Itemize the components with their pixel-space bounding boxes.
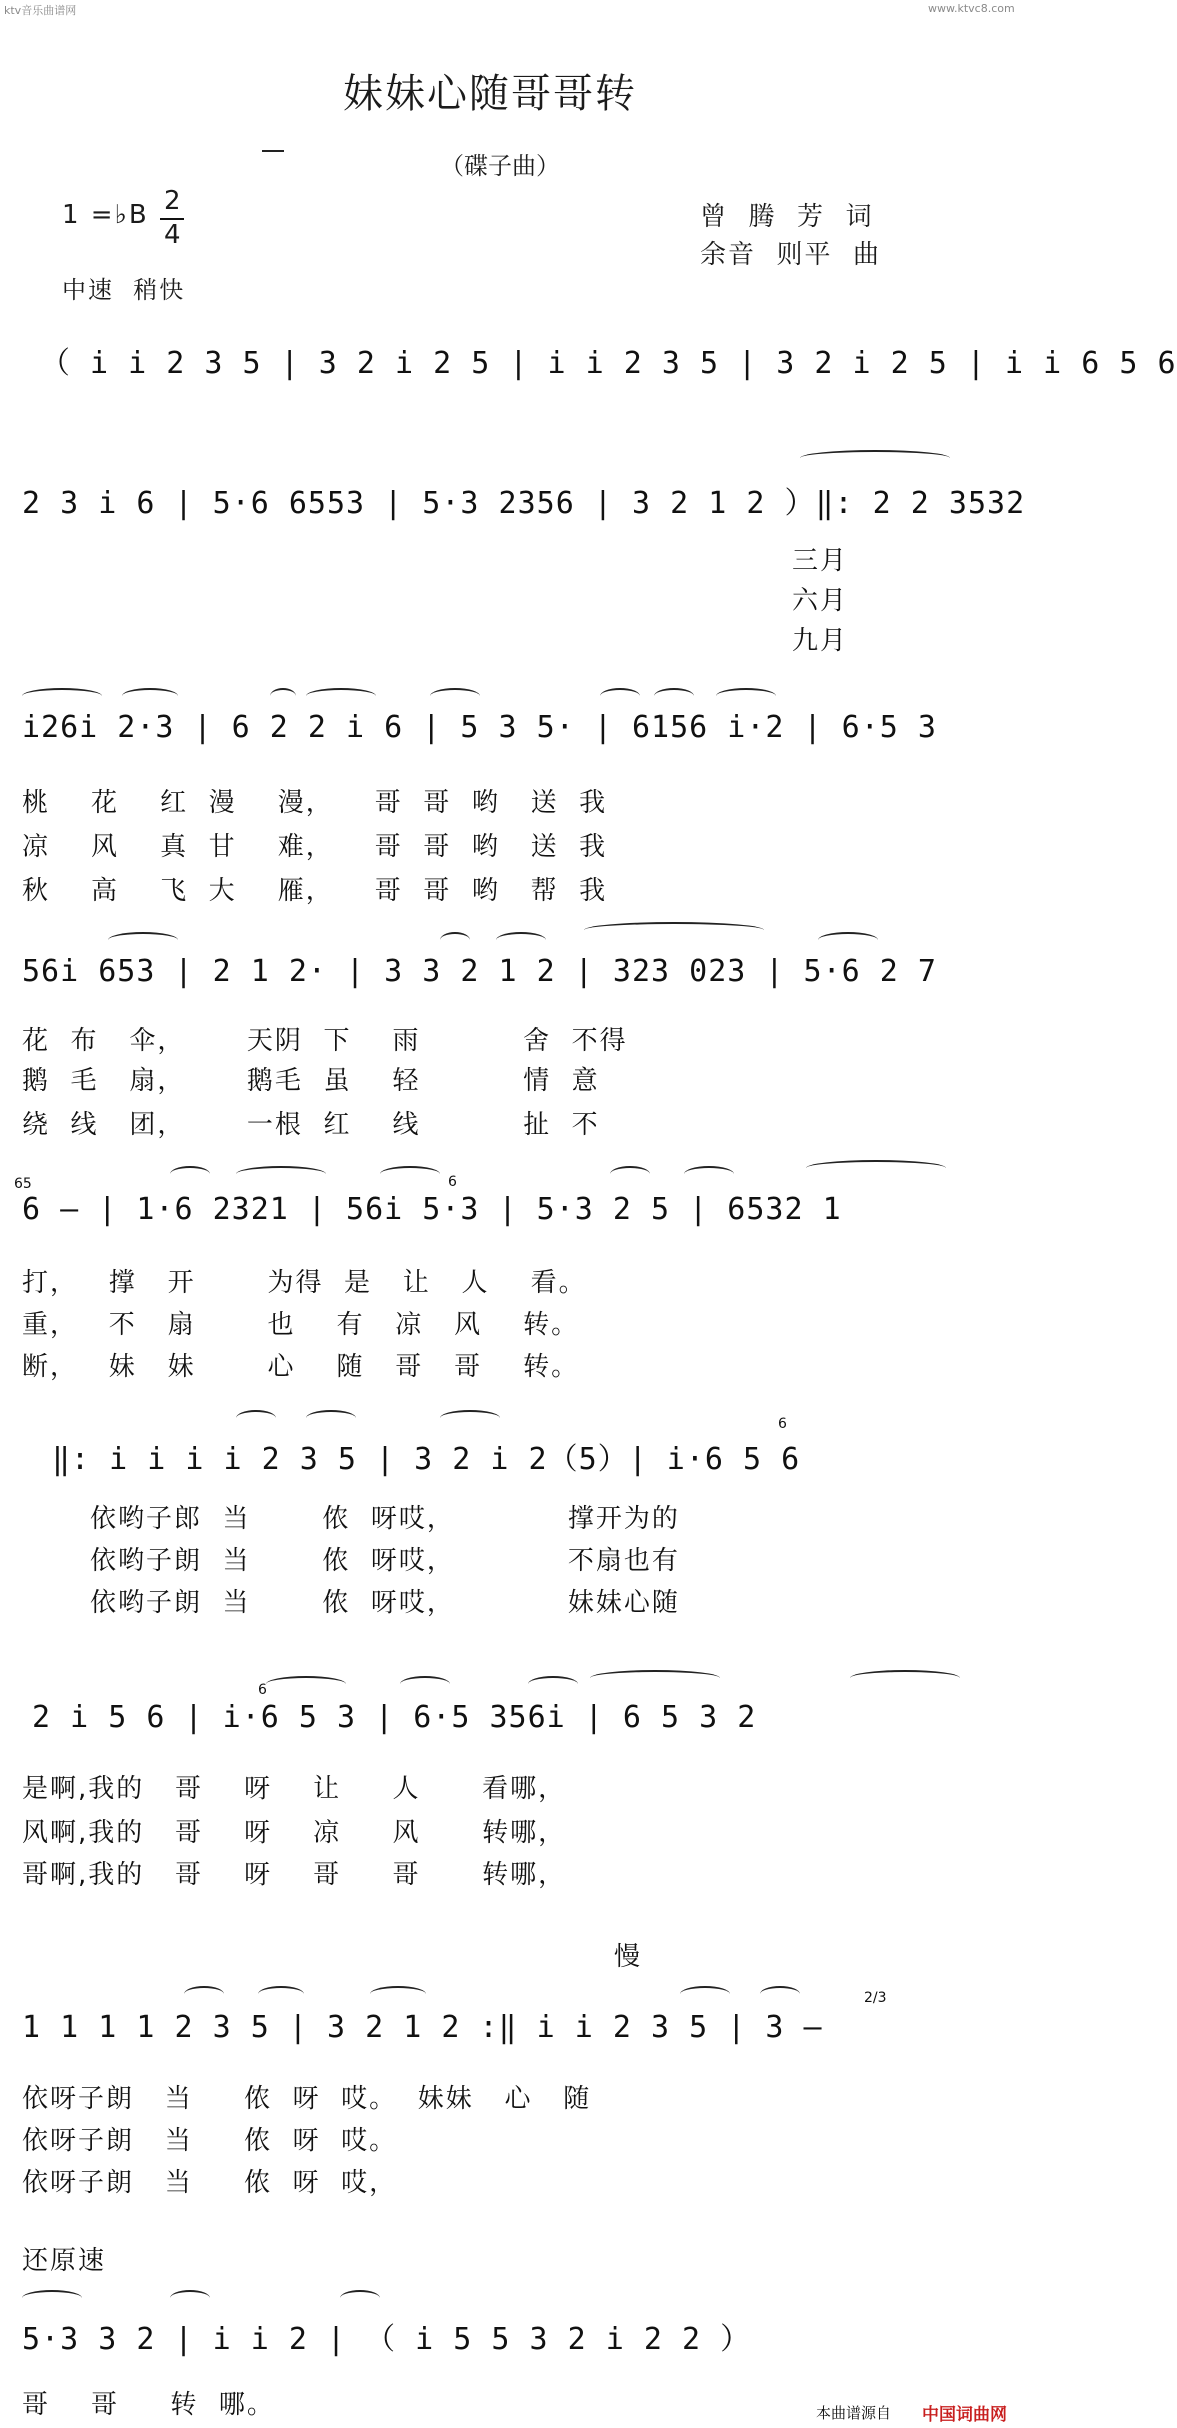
lyric-line: 依哟子郎 当 侬 呀哎， 撑开为的 xyxy=(90,1504,680,1534)
composer: 余音 则平 曲 xyxy=(700,240,882,270)
slur xyxy=(430,688,480,704)
slur xyxy=(806,1160,946,1176)
time-signature-top: 2 xyxy=(164,186,183,216)
slur xyxy=(818,932,878,948)
lyric-line: 依哟子朗 当 侬 呀哎， 不扇也有 xyxy=(90,1546,680,1576)
slur xyxy=(270,688,296,704)
key-signature: 1 =♭B xyxy=(62,200,149,230)
lyric-line: 风啊,我的 哥 呀 凉 风 转哪， xyxy=(22,1818,567,1848)
slur xyxy=(380,1166,440,1182)
month-label: 三月 xyxy=(792,546,849,576)
lyric-line: 桃 花 红 漫 漫， 哥 哥 哟 送 我 xyxy=(22,788,608,818)
grace-note: 6 xyxy=(258,1682,267,1698)
time-signature-bottom: 4 xyxy=(164,220,183,250)
grace-note: 65 xyxy=(14,1176,32,1192)
footer-site-name: 中国词曲网 xyxy=(922,2405,1007,2425)
notation-row-3: i26i 2·3 | 6 2 2 i 6 | 5 3 5· | 6156 i·2 | 6·5 3 xyxy=(22,710,937,745)
grace-note: 6 xyxy=(448,1174,457,1190)
slur xyxy=(184,1986,224,2002)
notation-row-8: 1 1 1 1 2 3 5 | 3 2 1 2 :‖ i i 2 3 5 | 3 – xyxy=(22,2010,823,2045)
lyricist: 曾 腾 芳 词 xyxy=(700,202,874,232)
lyric-line: 秋 高 飞 大 雁， 哥 哥 哟 帮 我 xyxy=(22,876,608,906)
lyric-line: 依呀子朗 当 侬 呀 哎。 妹妹 心 随 xyxy=(22,2084,592,2114)
notation-row-1: （ i i 2 3 5 | 3 2 i 2 5 | i i 2 3 5 | 3 2 i 2 5 | i i 6 5 6 xyxy=(40,346,1177,381)
slur xyxy=(306,1410,356,1426)
slur xyxy=(340,2290,380,2306)
slur xyxy=(800,450,950,466)
lyric-line: 依呀子朗 当 侬 呀 哎。 xyxy=(22,2126,398,2156)
lyric-line: 鹅 毛 扇， 鹅毛 虽 轻 情 意 xyxy=(22,1066,600,1096)
slur xyxy=(22,688,102,704)
slur xyxy=(610,1166,650,1182)
slur xyxy=(122,688,178,704)
slur xyxy=(760,1986,800,2002)
restore-tempo-marking: 还原速 xyxy=(22,2246,107,2276)
grace-note: 6 xyxy=(778,1416,787,1432)
slur xyxy=(684,1166,734,1182)
slur xyxy=(236,1410,276,1426)
slur xyxy=(716,688,776,704)
notation-row-5: 6 – | 1·6 2321 | 56i 5·3 | 5·3 2 5 | 6532 1 xyxy=(22,1192,842,1227)
subtitle: （碟子曲） xyxy=(440,152,560,180)
slur xyxy=(440,1410,500,1426)
slur xyxy=(440,932,470,948)
notation-row-6: ‖: i i i i 2 3 5 | 3 2 i 2（5）| i·6 5 6 xyxy=(52,1442,801,1477)
slur xyxy=(306,688,376,704)
watermark-left: ktv音乐曲谱网 xyxy=(4,4,77,17)
slur xyxy=(266,1676,346,1692)
lyric-line: 打， 撑 开 为得 是 让 人 看。 xyxy=(22,1268,587,1298)
lyric-line: 哥啊,我的 哥 呀 哥 哥 转哪， xyxy=(22,1860,567,1890)
slur xyxy=(680,1986,730,2002)
watermark-right: www.ktvc8.com xyxy=(928,2,1015,15)
title-dash xyxy=(262,150,284,152)
slur xyxy=(850,1670,960,1686)
lyric-line: 哥 哥 转 哪。 xyxy=(22,2390,275,2420)
notation-row-2: 2 3 i 6 | 5·6 6553 | 5·3 2356 | 3 2 1 2 ）‖: 2 2 3532 xyxy=(22,486,1026,521)
lyric-line: 依呀子朗 当 侬 呀 哎， xyxy=(22,2168,398,2198)
slur xyxy=(600,688,640,704)
song-title: 妹妹心随哥哥转 xyxy=(343,71,637,117)
tempo-marking: 中速 稍快 xyxy=(62,276,186,304)
notation-row-4: 56i 653 | 2 1 2· | 3 3 2 1 2 | 323 023 | 5·6 2 7 xyxy=(22,954,937,989)
lyric-line: 断， 妹 妹 心 随 哥 哥 转。 xyxy=(22,1352,580,1382)
footer-source-label: 本曲谱源自 xyxy=(816,2404,892,2422)
lyric-line: 是啊,我的 哥 呀 让 人 看哪， xyxy=(22,1774,567,1804)
slow-marking: 慢 xyxy=(614,1942,643,1972)
slur xyxy=(170,1166,210,1182)
slur xyxy=(370,1986,426,2002)
slur xyxy=(654,688,694,704)
lyric-line: 绕 线 团， 一根 红 线 扯 不 xyxy=(22,1110,600,1140)
slur xyxy=(496,932,546,948)
slur xyxy=(400,1676,450,1692)
month-label: 九月 xyxy=(792,626,849,656)
slur xyxy=(22,2290,82,2306)
lyric-line: 依哟子朗 当 侬 呀哎， 妹妹心随 xyxy=(90,1588,680,1618)
lyric-line: 凉 风 真 甘 难， 哥 哥 哟 送 我 xyxy=(22,832,608,862)
slur xyxy=(590,1670,720,1686)
slur xyxy=(528,1676,578,1692)
lyric-line: 重， 不 扇 也 有 凉 风 转。 xyxy=(22,1310,580,1340)
slur xyxy=(258,1986,304,2002)
notation-row-9: 5·3 3 2 | i i 2 | （ i 5 5 3 2 i 2 2 ） xyxy=(22,2322,752,2357)
month-label: 六月 xyxy=(792,586,849,616)
slur xyxy=(584,922,764,938)
lyric-line: 花 布 伞， 天阴 下 雨 舍 不得 xyxy=(22,1026,628,1056)
grace-note: 2/3 xyxy=(864,1990,887,2006)
slur xyxy=(170,2290,210,2306)
slur xyxy=(108,932,178,948)
notation-row-7: 2 i 5 6 | i·6 5 3 | 6·5 356i | 6 5 3 2 xyxy=(32,1700,757,1735)
slur xyxy=(236,1166,326,1182)
